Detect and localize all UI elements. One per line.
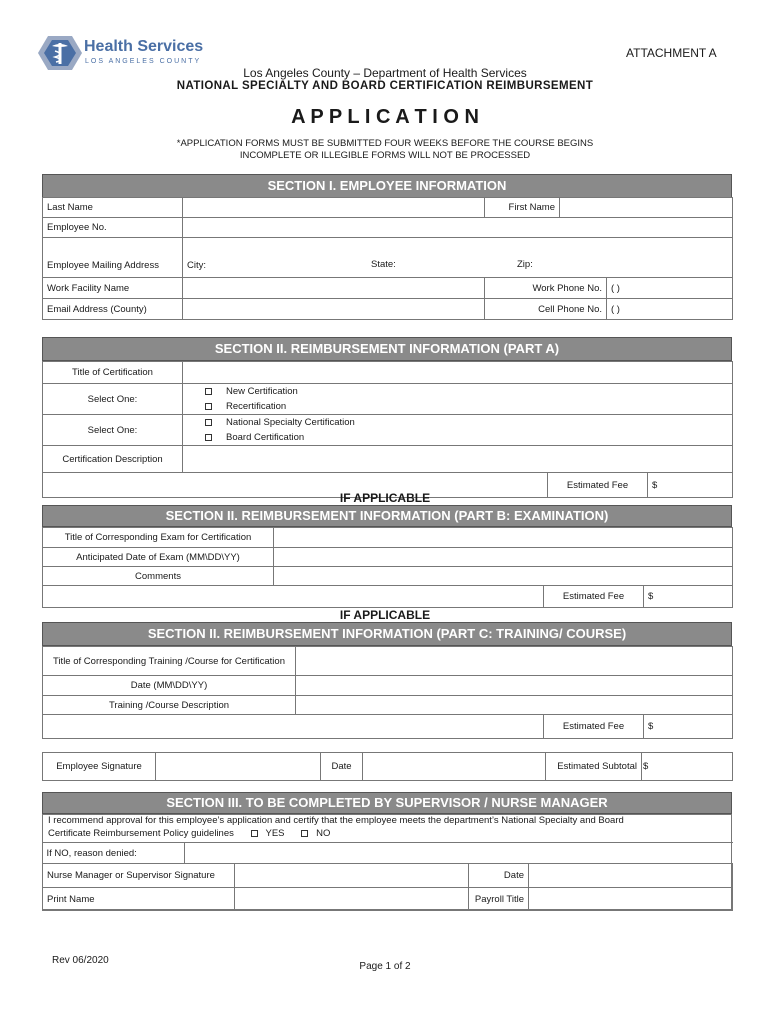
email-label: Email Address (County) [43,299,183,320]
application-title: A P P L I C A T I O N [291,106,479,128]
recommend-policy [48,828,330,839]
exam-date-field[interactable] [274,548,733,567]
estimated-fee-field-a[interactable]: $ [648,473,733,498]
reimbursement-part-b-table [42,527,733,608]
if-applicable-b: IF APPLICABLE [339,491,431,505]
comments-label: Comments [43,567,274,586]
submission-note: *APPLICATION FORMS MUST BE SUBMITTED FOUR WEEKS BEFORE THE COURSE BEGINS [176,138,594,149]
revision-date: Rev 06/2020 [52,955,109,966]
print-name-field[interactable] [235,888,469,911]
course-title-label: Title of Corresponding Training /Course for Certification [43,647,296,676]
yes-option[interactable]: YES [251,828,285,839]
cell-phone-label: Cell Phone No. [485,299,607,320]
reimbursement-part-a-table [42,361,733,498]
city-label: City: [187,260,206,272]
board-certification-option[interactable]: Board Certification [183,430,732,445]
section-3-header: SECTION III. TO BE COMPLETED BY SUPERVISOR / NURSE MANAGER [42,792,732,814]
estimated-fee-field-c[interactable]: $ [644,715,733,739]
course-description-extra-field[interactable] [43,715,544,739]
work-phone-label: Work Phone No. [485,278,607,299]
estimated-subtotal-label: Estimated Subtotal [546,753,642,781]
employee-info-table [42,197,733,320]
estimated-fee-label-c: Estimated Fee [544,715,644,739]
section-2c-header: SECTION II. REIMBURSEMENT INFORMATION (PART C: TRAINING/ COURSE) [42,622,732,646]
checkbox-icon[interactable] [251,830,258,837]
checkbox-icon[interactable] [301,830,308,837]
employee-no-field[interactable] [183,218,733,238]
email-field[interactable] [183,299,485,320]
if-applicable-c: IF APPLICABLE [339,608,431,622]
print-name-label: Print Name [43,888,235,911]
manager-date-field[interactable] [529,864,733,888]
recommend-policy-text: Certificate Reimbursement Policy guidelines [48,828,234,839]
comments-field[interactable] [274,567,733,586]
exam-title-field[interactable] [274,528,733,548]
cell-phone-field[interactable]: ( ) [607,299,733,320]
employee-signature-field[interactable] [156,753,321,781]
employee-no-label: Employee No. [43,218,183,238]
cert-title-field[interactable] [183,362,733,384]
last-name-label: Last Name [43,198,183,218]
new-certification-option[interactable]: New Certification [183,384,732,399]
first-name-label: First Name [485,198,560,218]
cert-description-field[interactable] [183,446,733,473]
work-facility-label: Work Facility Name [43,278,183,299]
last-name-field[interactable] [183,198,485,218]
exam-date-label: Anticipated Date of Exam (MM\DD\YY) [43,548,274,567]
payroll-title-label: Payroll Title [469,888,529,911]
zip-label: Zip: [517,258,533,270]
illegible-note: INCOMPLETE OR ILLEGIBLE FORMS WILL NOT BE PROCESSED [239,150,531,161]
supervisor-table [42,842,733,911]
reimbursement-part-c-table [42,646,733,739]
checkbox-icon[interactable] [205,434,212,441]
checkbox-icon[interactable] [205,403,212,410]
select-one-label-1: Select One: [43,384,183,415]
work-phone-field[interactable]: ( ) [607,278,733,299]
section-1-header: SECTION I. EMPLOYEE INFORMATION [42,174,732,198]
department-line: Los Angeles County – Department of Health Services [243,66,527,80]
course-title-field[interactable] [296,647,733,676]
reason-denied-field[interactable] [185,843,733,864]
course-description-field[interactable] [296,696,733,715]
employee-signature-label: Employee Signature [43,753,156,781]
no-option[interactable]: NO [301,828,330,839]
course-date-field[interactable] [296,676,733,696]
cert-description-label: Certification Description [43,446,183,473]
logo-name: Health Services [84,38,204,55]
cert-title-label: Title of Certification [43,362,183,384]
checkbox-icon[interactable] [205,419,212,426]
attachment-label: ATTACHMENT A [626,46,717,60]
checkbox-icon[interactable] [205,388,212,395]
manager-signature-label: Nurse Manager or Supervisor Signature [43,864,235,888]
program-title: NATIONAL SPECIALTY AND BOARD CERTIFICATION REIMBURSEMENT [176,80,594,92]
logo-subtitle: LOS ANGELES COUNTY [85,58,202,65]
course-description-label: Training /Course Description [43,696,296,715]
section-2b-header: SECTION II. REIMBURSEMENT INFORMATION (PART B: EXAMINATION) [42,505,732,527]
section-2a-header: SECTION II. REIMBURSEMENT INFORMATION (PART A) [42,337,732,361]
estimated-fee-label-b: Estimated Fee [544,586,644,608]
estimated-fee-field-b[interactable]: $ [644,586,733,608]
state-label: State: [371,258,396,270]
page-number: Page 1 of 2 [359,961,411,972]
estimated-subtotal-field[interactable]: $ [642,753,733,781]
estimated-fee-label-a: Estimated Fee [548,473,648,498]
mailing-address-label: Employee Mailing Address [43,255,183,278]
national-specialty-option[interactable]: National Specialty Certification [183,415,732,430]
recertification-option[interactable]: Recertification [183,399,732,414]
work-facility-field[interactable] [183,278,485,299]
comments-extra-field[interactable] [43,586,544,608]
course-date-label: Date (MM\DD\YY) [43,676,296,696]
recommend-text: I recommend approval for this employee’s application and certify that the employee meets the department’s National Specialty and Board [48,815,624,826]
signature-date-field[interactable] [363,753,546,781]
payroll-title-field[interactable] [529,888,733,911]
reason-denied-label: If NO, reason denied: [43,843,185,864]
mailing-address-field[interactable] [183,255,733,278]
manager-signature-field[interactable] [235,864,469,888]
exam-title-label: Title of Corresponding Exam for Certification [43,528,274,548]
select-one-label-2: Select One: [43,415,183,446]
manager-date-label: Date [469,864,529,888]
signature-table [42,752,733,781]
signature-date-label: Date [321,753,363,781]
first-name-field[interactable] [560,198,733,218]
